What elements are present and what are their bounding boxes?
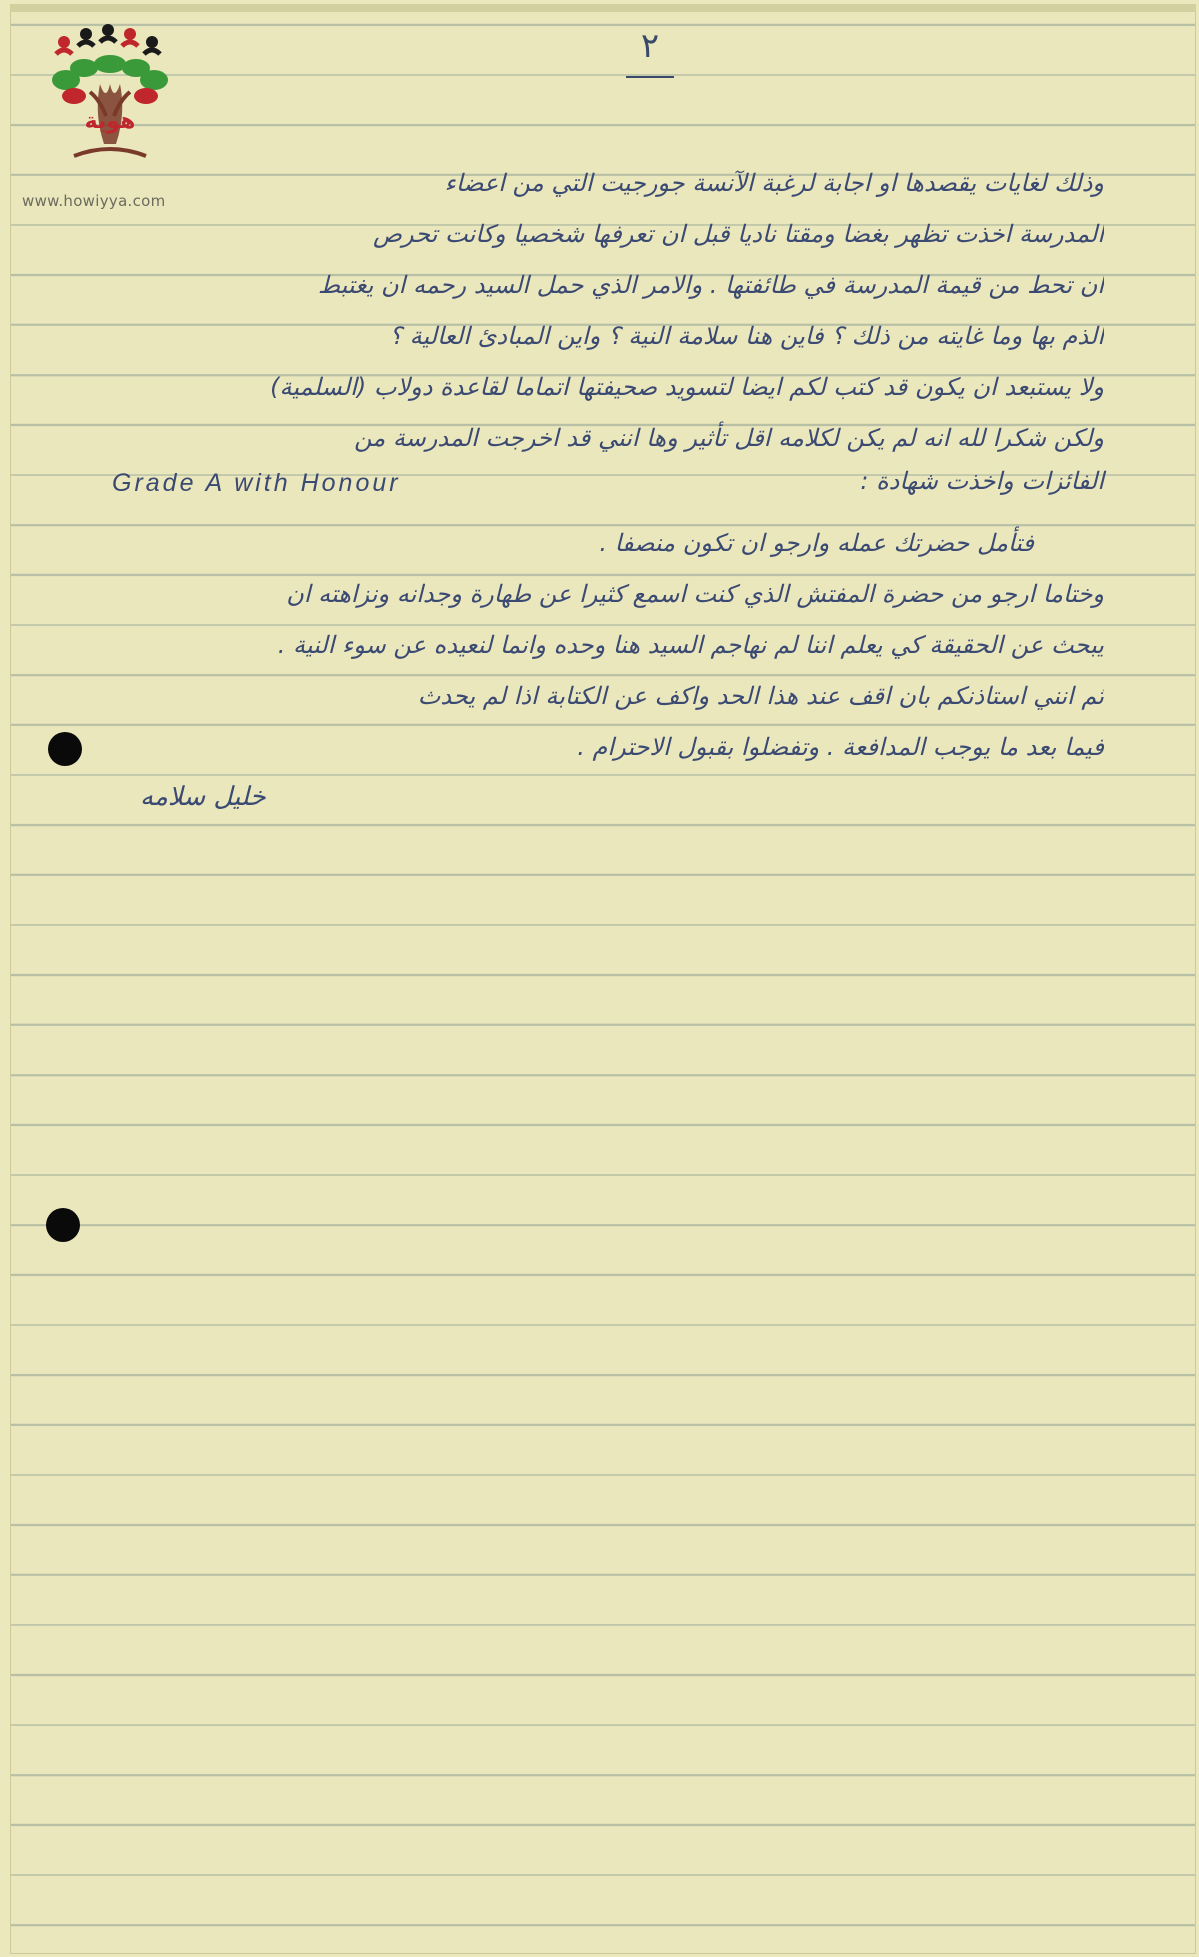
body-line: ولكن شكرا لله انه لم يكن لكلامه اقل تأثير وها انني قد اخرجت المدرسة من [354, 424, 1104, 452]
closing-line: ثم انني استاذنكم بان اقف عند هذا الحد واكف عن الكتابة اذا لم يحدث [417, 682, 1104, 710]
body-line: المدرسة اخذت تظهر بغضا ومقتا ناديا قبل ان تعرفها شخصيا وكانت تحرص [372, 220, 1104, 248]
body-line: الذم بها وما غايته من ذلك ؟ فاين هنا سلامة النية ؟ واين المبادئ العالية ؟ [389, 322, 1104, 350]
signature: خليل سلامه [140, 782, 266, 812]
punch-hole [46, 1208, 80, 1242]
letter-body [24, 158, 1104, 464]
closing-line: فيما بعد ما يوجب المدافعة . وتفضلوا بقبول الاحترام . [577, 733, 1104, 761]
logo-wordmark: هوية [84, 109, 136, 134]
certificate-phrase: الفائزات واخذت شهادة : [860, 467, 1104, 495]
letter-closing [24, 518, 1104, 773]
closing-line: يبحث عن الحقيقة كي يعلم اننا لم نهاجم السيد هنا وحده وانما لنعيده عن سوء النية . [277, 631, 1104, 659]
watermark-url: www.howiyya.com [22, 192, 166, 210]
grade-text: Grade A with Honour [112, 469, 401, 497]
family-tree-icon [44, 24, 176, 180]
body-line: ان تحط من قيمة المدرسة في طائفتها . والامر الذي حمل السيد رحمه ان يغتبط [317, 271, 1104, 299]
body-line: ولا يستبعد ان يكون قد كتب لكم ايضا لتسويد صحيفتها اتماما لقاعدة دولاب (السلمية) [270, 373, 1104, 401]
page-number-underline [626, 76, 674, 78]
body-line: وذلك لغايات يقصدها او اجابة لرغبة الآنسة جورجيت التي من اعضاء [444, 169, 1104, 197]
closing-line: وختاما ارجو من حضرة المفتش الذي كنت اسمع كثيرا عن طهارة وجدانه ونزاهته ان [286, 580, 1104, 608]
after-grade-line: فتأمل حضرتك عمله وارجو ان تكون منصفا . [599, 529, 1034, 557]
paper-top-edge [10, 4, 1196, 12]
page-number: ٢ [640, 26, 660, 66]
punch-hole [48, 732, 82, 766]
family-figures-icon [56, 24, 160, 54]
